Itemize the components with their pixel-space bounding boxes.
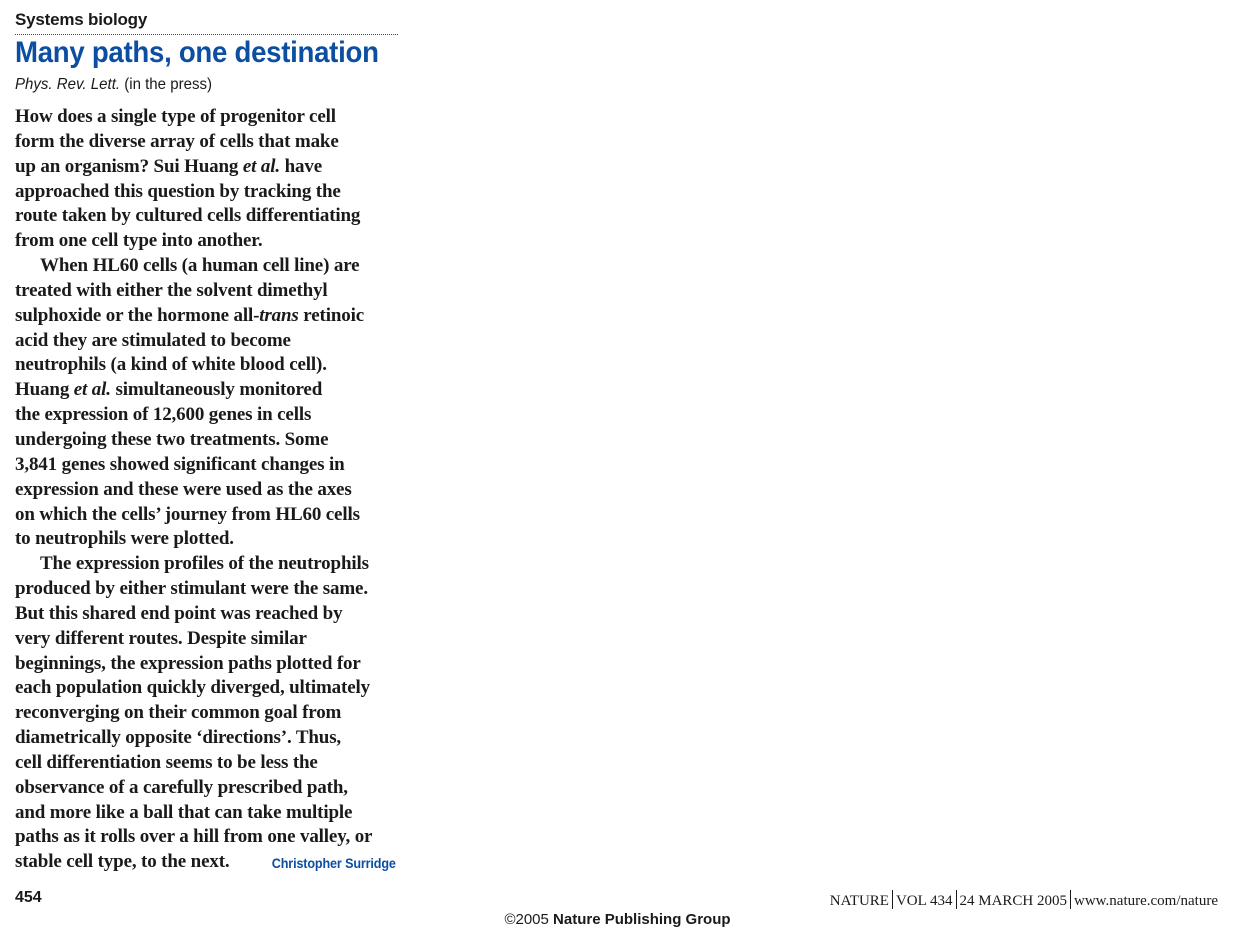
- body-text-segment: paths as it rolls over a hill from one valley, or: [15, 826, 373, 848]
- body-text-segment: from one cell type into another.: [15, 230, 263, 252]
- body-text-segment: each population quickly diverged, ultimately: [15, 677, 370, 699]
- body-line: [15, 304, 398, 329]
- copyright-publisher: Publishing Group: [604, 911, 731, 928]
- body-text-segment: approached this question by tracking the: [15, 180, 341, 202]
- body-line: [15, 105, 398, 130]
- body-line: [15, 825, 398, 850]
- body-text-segment: But this shared end point was reached by: [15, 602, 343, 624]
- body-text-segment: produced by either stimulant were the same.: [15, 578, 368, 600]
- body-text-segment: neutrophils (a kind of white blood cell).: [15, 354, 327, 376]
- body-text-segment: on which the cells’ journey from HL60 cells: [15, 503, 360, 525]
- copyright-year: ©2005: [504, 911, 549, 928]
- body-text-segment: simultaneously monitored: [110, 379, 323, 401]
- body-line: [15, 776, 398, 801]
- body-text-segment: The expression profiles of the neutrophils: [40, 553, 369, 575]
- body-line: [15, 279, 398, 304]
- body-text-segment: very different routes. Despite similar: [15, 627, 307, 649]
- body-line: [15, 577, 398, 602]
- footer-url: www.nature.com/nature: [1074, 893, 1218, 909]
- article-body: [15, 105, 398, 875]
- body-text-segment: to neutrophils were plotted.: [15, 528, 234, 550]
- body-line: [15, 503, 398, 528]
- citation-status: (in the press): [124, 76, 213, 93]
- body-text-segment: undergoing these two treatments. Some: [15, 428, 329, 450]
- body-line: [15, 627, 398, 652]
- body-italic-text: et al.: [73, 379, 111, 401]
- body-line: [15, 751, 398, 776]
- body-italic-text: trans: [259, 304, 299, 326]
- body-text-segment: How does a single type of progenitor cell: [15, 106, 336, 127]
- body-text-segment: expression and these were used as the axes: [15, 478, 352, 500]
- body-text-segment: beginnings, the expression paths plotted for: [15, 652, 361, 674]
- body-line: [15, 155, 398, 180]
- body-text-segment: and more like a ball that can take multiple: [15, 801, 353, 823]
- body-line: [15, 552, 398, 577]
- body-line: [15, 676, 398, 701]
- author-byline: Christopher Surridge: [271, 855, 396, 872]
- section-label: Systems biology: [15, 8, 398, 35]
- body-text-segment: up an organism? Sui Huang: [15, 155, 243, 177]
- body-line: [15, 130, 398, 155]
- body-line: [15, 701, 398, 726]
- body-line: [15, 180, 398, 205]
- footer-divider: [1070, 890, 1071, 909]
- body-text-segment: observance of a carefully prescribed path,: [15, 776, 348, 798]
- copyright-brand: Nature: [553, 911, 601, 928]
- article-headline: Many paths, one destination: [15, 36, 379, 69]
- body-line: [15, 378, 398, 403]
- body-text-segment: have: [279, 155, 322, 177]
- footer-journal-name: NATURE: [829, 893, 889, 909]
- body-text-segment: When HL60 cells (a human cell line) are: [40, 255, 360, 277]
- article: [15, 8, 398, 876]
- body-italic-text: et al.: [242, 155, 280, 177]
- body-text-segment: diametrically opposite ‘directions’. Thus,: [15, 727, 342, 749]
- body-line: [15, 254, 398, 279]
- body-line: [15, 726, 398, 751]
- body-text-segment: the expression of 12,600 genes in cells: [15, 404, 312, 426]
- body-line: [15, 453, 398, 478]
- body-text-segment: treated with either the solvent dimethyl: [15, 279, 328, 301]
- footer-divider: [892, 890, 893, 909]
- body-line: [15, 602, 398, 627]
- citation: [15, 75, 375, 95]
- body-line: [15, 353, 398, 378]
- body-text-segment: Huang: [15, 379, 74, 401]
- journal-footer: [830, 890, 1218, 910]
- body-line: [15, 801, 398, 826]
- body-text-segment: acid they are stimulated to become: [15, 329, 291, 351]
- copyright-line: [0, 911, 1235, 928]
- body-text-segment: form the diverse array of cells that make: [15, 130, 339, 152]
- body-line: [15, 329, 398, 354]
- body-text-segment: reconverging on their common goal from: [15, 702, 342, 724]
- citation-journal: Phys. Rev. Lett.: [15, 76, 121, 93]
- body-text-segment: cell differentiation seems to be less the: [15, 751, 318, 773]
- body-line: [15, 652, 398, 677]
- page-number: 454: [15, 889, 42, 906]
- body-text-segment: 3,841 genes showed significant changes in: [15, 453, 345, 475]
- body-line: [15, 403, 398, 428]
- body-line: [15, 478, 398, 503]
- body-line: [15, 428, 398, 453]
- body-line: [15, 229, 398, 254]
- body-text-segment: stable cell type, to the next.: [15, 851, 230, 873]
- body-text-segment: retinoic: [298, 304, 364, 326]
- footer-divider: [956, 890, 957, 909]
- body-line: [15, 527, 398, 552]
- body-text-segment: sulphoxide or the hormone all-: [15, 304, 260, 326]
- footer-date: 24 MARCH 2005: [959, 893, 1068, 909]
- body-line: [15, 204, 398, 229]
- body-text-segment: route taken by cultured cells differentiating: [15, 205, 361, 227]
- footer-volume: VOL 434: [895, 893, 953, 909]
- body-line: [15, 850, 398, 875]
